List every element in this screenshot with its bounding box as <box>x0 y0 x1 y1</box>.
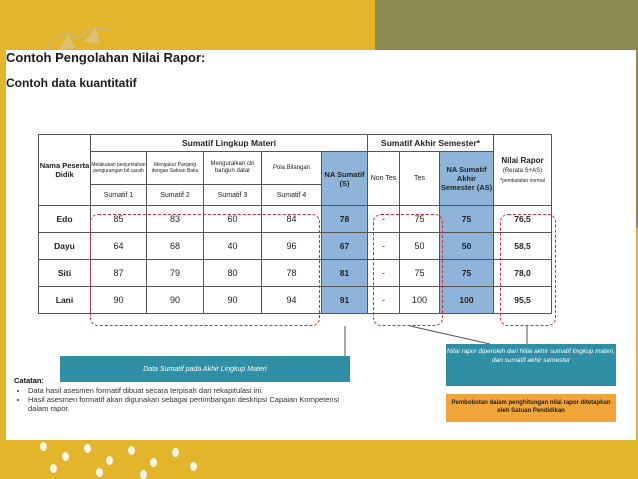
score-s3: 60 <box>204 206 262 233</box>
notes-section <box>14 376 354 413</box>
score-as: 75 <box>440 206 494 233</box>
note-item: • Hasil asesmen formatif akan digunakan sebagai pertimbangan deskripsi Capaian Kompetensi dalam rapor. <box>28 395 354 413</box>
decorative-dot <box>150 458 157 467</box>
score-tes: 50 <box>400 233 440 260</box>
score-nontes: - <box>368 260 400 287</box>
score-s2: 79 <box>147 260 204 287</box>
student-name: Edo <box>39 206 91 233</box>
header-non-tes: Non Tes <box>368 152 400 206</box>
header-na-sumatif: NA Sumatif (S) <box>322 152 368 206</box>
desc-sumatif-4: Pola Bilangan <box>262 152 322 185</box>
header-sumatif-4: Sumatif 4 <box>262 185 322 206</box>
decorative-dot <box>62 452 69 461</box>
notes-list <box>14 386 354 413</box>
score-rapor: 76,5 <box>494 206 552 233</box>
callout-data-sumatif: Data Sumatif pada Akhir Lingkup Materi <box>60 356 350 382</box>
decorative-dot <box>40 442 47 451</box>
student-name: Lani <box>39 287 91 314</box>
header-rapor-formula: (Rerata S+AS) <box>502 168 543 174</box>
header-sumatif-1: Sumatif 1 <box>91 185 147 206</box>
score-s2: 83 <box>147 206 204 233</box>
score-as: 50 <box>440 233 494 260</box>
header-rapor-note: *pembulatan normal <box>500 178 545 184</box>
score-rapor: 58,5 <box>494 233 552 260</box>
score-tes: 100 <box>400 287 440 314</box>
decorative-dot <box>140 470 147 479</box>
header-nilai-rapor-label: Nilai Rapor <box>501 156 544 165</box>
decorative-dot <box>106 456 113 465</box>
score-as: 100 <box>440 287 494 314</box>
decorative-dot <box>190 462 197 471</box>
header-na-akhir: NA Sumatif Akhir Semester (AS) <box>440 152 494 206</box>
header-tes: Tes <box>400 152 440 206</box>
header-nama: Nama Peserta Didik <box>39 135 91 206</box>
header-sumatif-akhir: Sumatif Akhir Semester* <box>368 135 494 152</box>
score-na: 78 <box>322 206 368 233</box>
decorative-band <box>375 0 638 52</box>
decorative-dot <box>96 468 103 477</box>
decorative-dot <box>50 464 57 473</box>
desc-sumatif-1: Melakukan penjumlahan pengurangan bil cacah <box>91 152 147 185</box>
score-na: 91 <box>322 287 368 314</box>
score-nontes: - <box>368 287 400 314</box>
student-name: Siti <box>39 260 91 287</box>
header-sumatif-lingkup: Sumatif Lingkup Materi <box>91 135 368 152</box>
score-s3: 40 <box>204 233 262 260</box>
notes-heading: Catatan: <box>14 376 45 385</box>
score-s1: 90 <box>91 287 147 314</box>
score-s4: 94 <box>262 287 322 314</box>
score-s4: 84 <box>262 206 322 233</box>
note-item: • Data hasil asesmen formatif dibuat secara terpisah dari rekapitulasi ini. <box>28 386 354 395</box>
score-s2: 68 <box>147 233 204 260</box>
score-s3: 90 <box>204 287 262 314</box>
header-sumatif-3: Sumatif 3 <box>204 185 262 206</box>
score-tes: 75 <box>400 260 440 287</box>
score-s1: 64 <box>91 233 147 260</box>
score-rapor: 95,5 <box>494 287 552 314</box>
callout-nilai-rapor: Nilai rapor diperoleh dari Nilai akhir sumatif lingkup materi, dan sumatif akhir semester <box>446 344 616 386</box>
score-s2: 90 <box>147 287 204 314</box>
score-tes: 75 <box>400 206 440 233</box>
decorative-dot <box>128 446 135 455</box>
header-nilai-rapor <box>494 135 552 206</box>
decorative-dot <box>84 444 91 453</box>
score-s1: 87 <box>91 260 147 287</box>
callout-pembobotan: Pembobotan dalam penghitungan nilai rapor ditetapkan oleh Satuan Pendidikan <box>446 394 616 422</box>
desc-sumatif-2: Mengukur Panjang dengan Satuan Baku <box>147 152 204 185</box>
score-rapor: 78,0 <box>494 260 552 287</box>
score-nontes: - <box>368 233 400 260</box>
highlight-nilai-rapor <box>500 214 556 326</box>
score-s4: 78 <box>262 260 322 287</box>
page-title: Contoh Pengolahan Nilai Rapor: <box>6 50 206 65</box>
score-as: 75 <box>440 260 494 287</box>
page-subtitle: Contoh data kuantitatif <box>6 76 137 90</box>
decorative-dot <box>172 448 179 457</box>
score-na: 81 <box>322 260 368 287</box>
highlight-sumatif-akhir <box>373 214 443 326</box>
score-s4: 96 <box>262 233 322 260</box>
desc-sumatif-3: Menguraikan ciri bangun datar <box>204 152 262 185</box>
student-name: Dayu <box>39 233 91 260</box>
score-nontes: - <box>368 206 400 233</box>
score-na: 67 <box>322 233 368 260</box>
score-s1: 85 <box>91 206 147 233</box>
header-sumatif-2: Sumatif 2 <box>147 185 204 206</box>
highlight-sumatif-lingkup <box>90 214 320 326</box>
score-s3: 80 <box>204 260 262 287</box>
